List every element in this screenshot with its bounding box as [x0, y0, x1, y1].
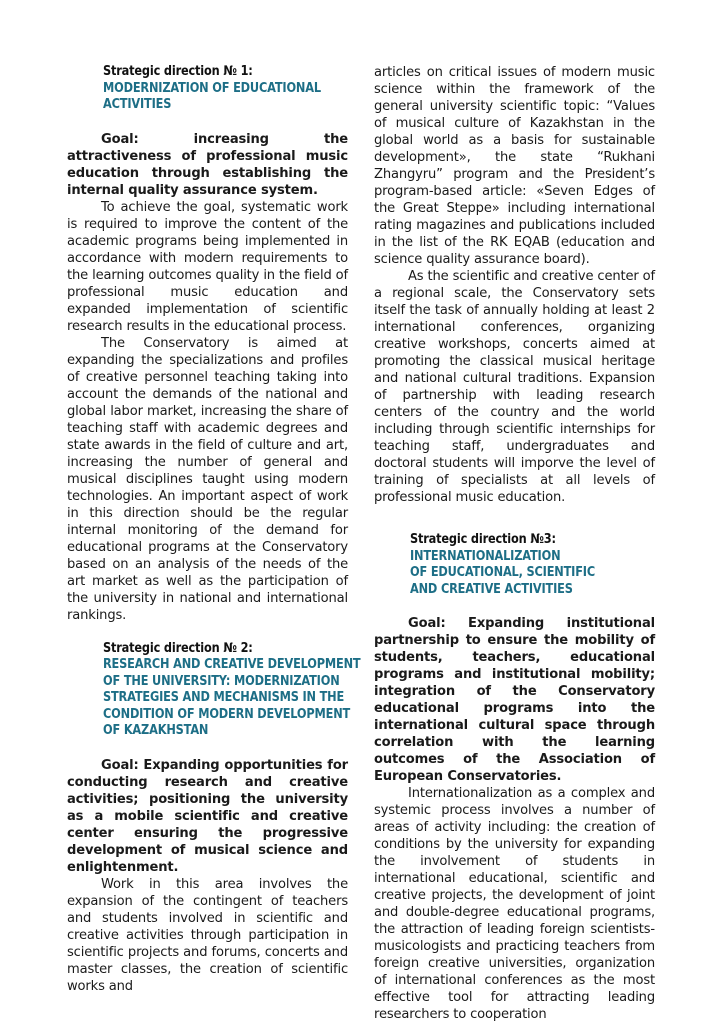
section-2-label: Strategic direction № 2:	[103, 640, 253, 656]
section-2-goal: Goal: Expanding opportunities for conducting research and creative activities; positioning the university as a mobile scientific and creative center ensuring the progressive development of musical science and enlightenment.	[67, 757, 348, 875]
section-2-subtitle-line: STRATEGIES AND MECHANISMS IN THE	[103, 690, 345, 705]
section-2-paragraph: As the scientific and creative center of a regional scale, the Conservatory sets itself the task of annually holding at least 2 international conferences, organizing creative workshops, concerts aimed at promoting the classical musical heritage and national cultural traditions. Expansion of partnership with leading research centers of the country and the world including through scientific internships for teaching staff, undergraduates and doctoral students will imporve the level of training of specialists at all levels of professional music education.	[374, 269, 655, 505]
section-2-paragraph: articles on critical issues of modern music science within the framework of the general university scientific topic: “Values of musical culture of Kazakhstan in the global world as a basis for sustainable development», the state “Rukhani Zhangyru” program and the President’s program-based article: «Seven Edges of the Great Steppe» including international rating magazines and publications included in the list of the RK EQAB (education and science quality assurance board).	[374, 65, 655, 267]
section-2-subtitle-line: OF THE UNIVERSITY: MODERNIZATION	[103, 673, 340, 689]
section-1-paragraph: The Conservatory is aimed at expanding the specializations and profiles of creative personnel teaching taking into account the demands of the national and global labor market, increasing the share of teaching staff with academic degrees and state awards in the field of culture and art, increasing the number of general and musical disciplines taught using modern technologies. An important aspect of work in this direction should be the regular internal monitoring of the demand for educational programs at the Conservatory based on an analysis of the needs of the art market as well as the participation of the university in national and international rankings.	[67, 335, 348, 623]
section-3-goal: Goal: Expanding institutional partnership to ensure the mobility of students, teachers, educational programs and institutional mobility; integration of the Conservatory educational programs into the international cultural space through correlation with the learning outcomes of the Association of European Conservatories.	[374, 616, 655, 784]
section-1-label: Strategic direction № 1:	[103, 64, 253, 79]
section-1-heading	[103, 64, 361, 114]
section-3-subtitle-line: OF EDUCATIONAL, SCIENTIFIC	[410, 565, 596, 580]
section-2-subtitle-line: CONDITION OF MODERN DEVELOPMENT	[103, 706, 351, 722]
section-3-label: Strategic direction №3:	[410, 532, 556, 547]
section-2-paragraph: Work in this area involves the expansion of the contingent of teachers and students involved in scientific and creative activities through participation in scientific projects and forums, concerts and master classes, the creation of scientific works and	[67, 876, 348, 994]
right-column	[374, 64, 655, 1023]
section-2-subtitle-line: RESEARCH AND CREATIVE DEVELOPMENT	[103, 657, 361, 672]
left-column	[67, 64, 361, 995]
section-1-subtitle-line: ACTIVITIES	[103, 97, 172, 112]
section-3-subtitle-line: AND CREATIVE ACTIVITIES	[410, 581, 573, 597]
section-1-goal: Goal: increasing the attractiveness of professional music education through establishing the internal quality assurance system.	[67, 131, 348, 198]
section-3-paragraph: Internationalization as a complex and systemic process involves a number of areas of activity including: the creation of conditions by the university for expanding the involvement of students in international educational, scientific and creative projects, the development of joint and double-degree educational programs, the attraction of leading foreign scientists-musicologists and practicing teachers from foreign creative universities, organization of international conferences as the most effective tool for attracting leading researchers to cooperation	[374, 786, 655, 1022]
section-1-subtitle-line: MODERNIZATION OF EDUCATIONAL	[103, 80, 321, 96]
section-1-paragraph: To achieve the goal, systematic work is required to improve the content of the academic programs being implemented in accordance with modern requirements to the learning outcomes quality in the field of professional music education and expanded implementation of scientific research results in the educational process.	[67, 199, 348, 334]
section-3-heading	[410, 532, 668, 598]
section-2-subtitle-line: OF KAZAKHSTAN	[103, 723, 209, 738]
section-2-heading	[103, 641, 361, 740]
section-3-subtitle-line: INTERNATIONALIZATION	[410, 548, 561, 564]
